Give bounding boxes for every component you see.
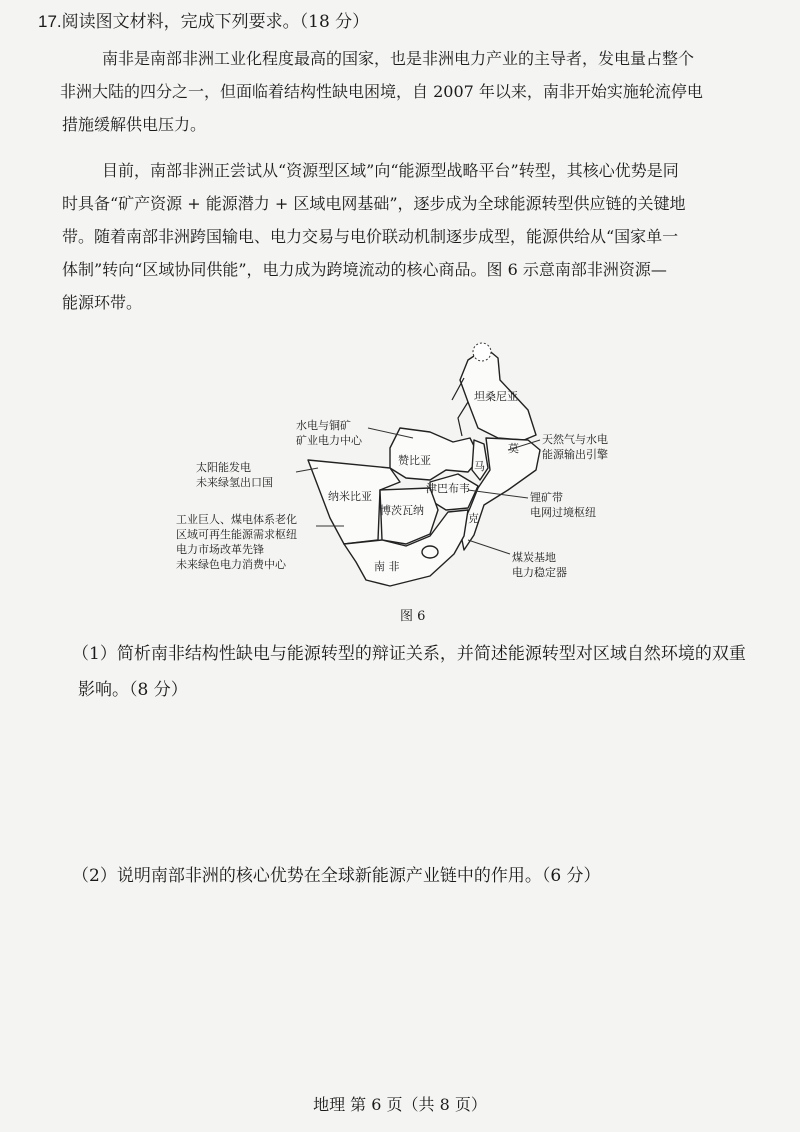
paragraph-line: 能源环带。 (62, 293, 143, 312)
country-label-zambia: 赞比亚 (398, 454, 431, 467)
country-label-namibia: 纳米比亚 (328, 490, 372, 503)
annotation-namibia: 太阳能发电 未来绿氢出口国 (196, 461, 273, 489)
paragraph-line: 目前，南部非洲正尝试从“资源型区域”向“能源型战略平台”转型，其核心优势是同 (102, 161, 679, 180)
paragraph-line: 非洲大陆的四分之一，但面临着结构性缺电困境，自 2007 年以来，南非开始实施轮流停电 (60, 82, 703, 101)
material-paragraph-2 (62, 154, 762, 319)
river-line (452, 378, 464, 400)
annotation-mozambique: 天然气与水电 能源输出引擎 (542, 433, 608, 461)
country-label-mozambique-south: 克 (468, 512, 479, 525)
page-footer: 地理 第 6 页（共 8 页） (313, 1095, 487, 1114)
paragraph-line: 体制”转向“区域协同供能”，电力成为跨境流动的核心商品。图 6 示意南部非洲资源— (62, 260, 667, 279)
annotation-coal: 煤炭基地 电力稳定器 (512, 551, 567, 579)
annotation-south-africa: 工业巨人、煤电体系老化 区域可再生能源需求枢纽 电力市场改革先锋 未来绿色电力消费中心 (176, 513, 297, 571)
lake-blob (473, 343, 491, 361)
sub-question-line: （2）说明南部非洲的核心优势在全球新能源产业链中的作用。（6 分） (72, 866, 601, 886)
southern-africa-map (168, 340, 668, 590)
question-header (38, 10, 369, 34)
country-label-tanzania: 坦桑尼亚 (474, 390, 518, 403)
annotation-zimbabwe: 锂矿带 电网过境枢纽 (530, 491, 596, 519)
paragraph-line: 措施缓解供电压力。 (62, 115, 207, 134)
sub-question-line: （1）简析南非结构性缺电与能源转型的辩证关系，并简述能源转型对区域自然环境的双重 (72, 644, 746, 664)
question-instruction: 阅读图文材料，完成下列要求。（18 分） (61, 12, 370, 32)
paragraph-line: 南非是南部非洲工业化程度最高的国家，也是非洲电力产业的主导者，发电量占整个 (102, 49, 695, 68)
material-paragraph-1 (62, 42, 762, 141)
country-label-mozambique: 莫 (508, 442, 519, 455)
country-label-south-africa: 南 非 (374, 560, 400, 573)
country-label-botswana: 博茨瓦纳 (380, 504, 424, 517)
figure-caption: 图 6 (400, 609, 426, 624)
sub-question-line: 影响。（8 分） (78, 680, 188, 700)
sub-question-1 (72, 636, 762, 708)
paragraph-line: 时具备“矿产资源 + 能源潜力 + 区域电网基础”，逐步成为全球能源转型供应链的关键地 (62, 194, 686, 213)
paragraph-line: 带。随着南部非洲跨国输电、电力交易与电价联动机制逐步成型，能源供给从“国家单一 (62, 227, 679, 246)
country-label-malawi: 马 (474, 460, 485, 473)
leader-line (468, 540, 510, 554)
lesotho-shape (422, 546, 438, 558)
annotation-zambia: 水电与铜矿 矿业电力中心 (296, 419, 362, 447)
river-line (458, 402, 468, 436)
sub-question-2 (72, 858, 762, 894)
country-label-zimbabwe: 津巴布韦 (426, 482, 470, 495)
question-number: 17. (38, 12, 62, 31)
